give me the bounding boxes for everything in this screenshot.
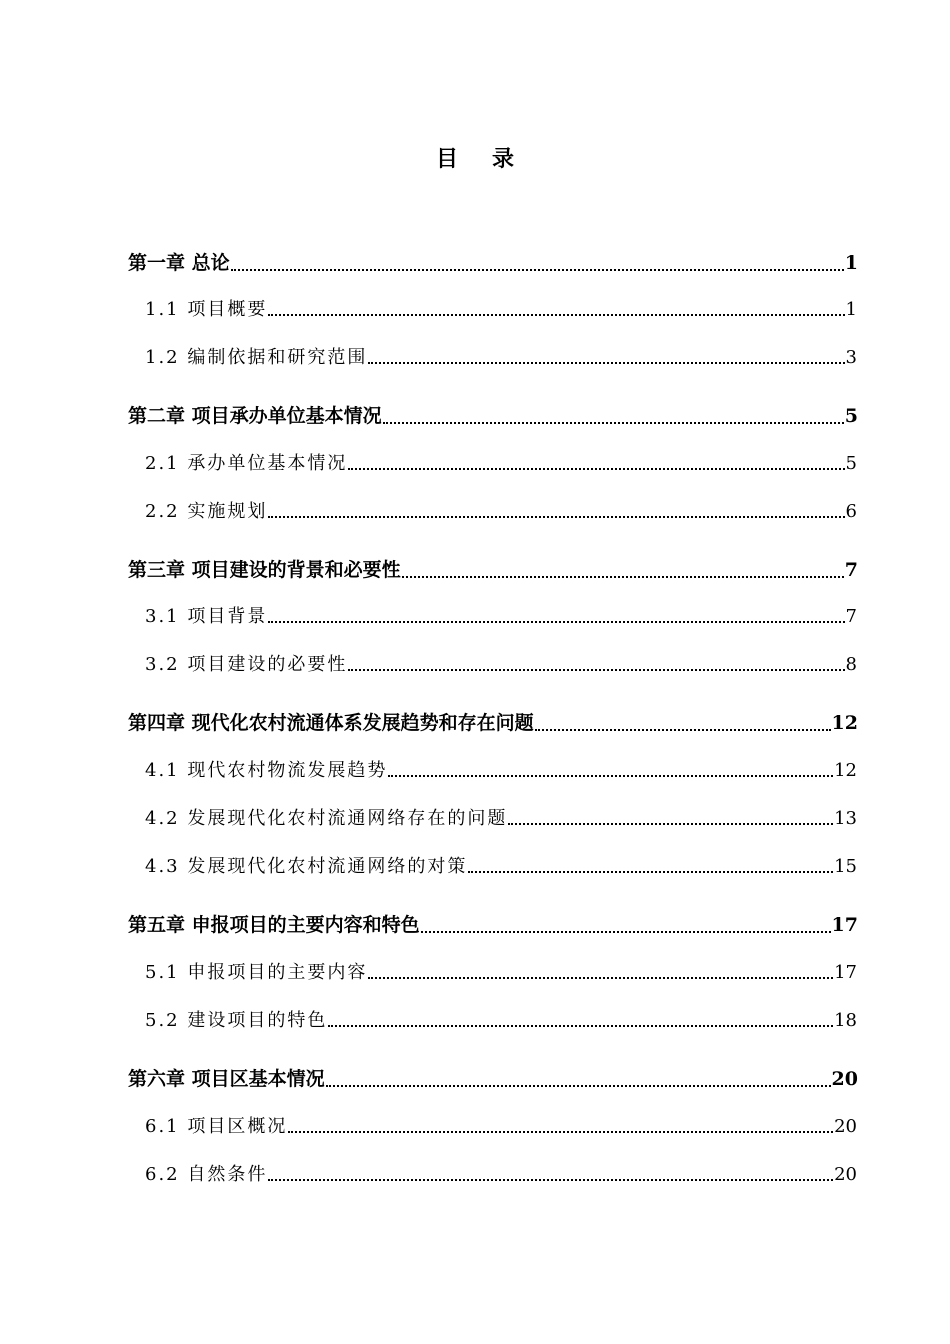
toc-section-1-2[interactable]: [145, 343, 857, 369]
toc-chapter-4[interactable]: [128, 708, 858, 735]
toc-page-number: 20: [831, 1068, 858, 1090]
toc-section-label: 4.2 发展现代化农村流通网络存在的问题: [145, 808, 508, 829]
toc-page-number: 3: [845, 347, 857, 368]
toc-section-label: 3.1 项目背景: [145, 606, 268, 627]
toc-section-5-1[interactable]: [145, 958, 857, 984]
toc-page-number: 5: [844, 405, 858, 427]
toc-page-number: 18: [834, 1010, 857, 1031]
dot-leader: [368, 977, 833, 979]
toc-chapter-2[interactable]: [128, 401, 858, 428]
title-char-1: 目: [435, 147, 458, 172]
dot-leader: [388, 775, 833, 777]
title-char-2: 录: [492, 147, 515, 172]
toc-section-label: 2.1 承办单位基本情况: [145, 453, 348, 474]
toc-section-3-2[interactable]: [145, 650, 857, 676]
dot-leader: [288, 1131, 833, 1133]
toc-section-2-1[interactable]: [145, 449, 857, 475]
toc-section-label: 3.2 项目建设的必要性: [145, 654, 348, 675]
toc-section-6-2[interactable]: [145, 1160, 857, 1186]
toc-section-label: 5.2 建设项目的特色: [145, 1010, 328, 1031]
toc-section-label: 1.2 编制依据和研究范围: [145, 347, 368, 368]
dot-leader: [268, 1179, 833, 1181]
dot-leader: [326, 1085, 831, 1087]
toc-page-number: 17: [831, 914, 858, 936]
toc-page-number: 1: [845, 299, 857, 320]
toc-chapter-5[interactable]: [128, 910, 858, 937]
toc-chapter-label: 第五章 申报项目的主要内容和特色: [128, 914, 420, 936]
toc-chapter-label: 第一章 总论: [128, 252, 230, 274]
dot-leader: [268, 516, 844, 518]
toc-section-3-1[interactable]: [145, 602, 857, 628]
toc-page-number: 17: [834, 962, 857, 983]
dot-leader: [328, 1025, 833, 1027]
dot-leader: [268, 314, 844, 316]
toc-section-5-2[interactable]: [145, 1006, 857, 1032]
toc-page-number: 6: [845, 501, 857, 522]
toc-section-4-2[interactable]: [145, 804, 857, 830]
toc-page-number: 12: [834, 760, 857, 781]
toc-chapter-label: 第四章 现代化农村流通体系发展趋势和存在问题: [128, 712, 534, 734]
toc-section-label: 6.1 项目区概况: [145, 1116, 288, 1137]
toc-section-4-1[interactable]: [145, 756, 857, 782]
toc-page-number: 5: [845, 453, 857, 474]
toc-section-6-1[interactable]: [145, 1112, 857, 1138]
toc-chapter-label: 第二章 项目承办单位基本情况: [128, 405, 382, 427]
dot-leader: [421, 931, 831, 933]
toc-section-4-3[interactable]: [145, 852, 857, 878]
toc-section-label: 1.1 项目概要: [145, 299, 268, 320]
toc-section-2-2[interactable]: [145, 497, 857, 523]
dot-leader: [468, 871, 833, 873]
toc-page-number: 1: [844, 252, 858, 274]
toc-page-number: 20: [834, 1164, 857, 1185]
toc-page-number: 12: [831, 712, 858, 734]
toc-page-number: 7: [844, 559, 858, 581]
toc-chapter-1[interactable]: [128, 248, 858, 275]
toc-chapter-6[interactable]: [128, 1064, 858, 1091]
dot-leader: [402, 576, 844, 578]
dot-leader: [383, 422, 844, 424]
toc-page-number: 8: [845, 654, 857, 675]
dot-leader: [368, 362, 844, 364]
toc-section-label: 4.3 发展现代化农村流通网络的对策: [145, 856, 468, 877]
dot-leader: [348, 669, 844, 671]
dot-leader: [508, 823, 833, 825]
toc-chapter-3[interactable]: [128, 555, 858, 582]
toc-chapter-label: 第三章 项目建设的背景和必要性: [128, 559, 401, 581]
toc-page-number: 7: [845, 606, 857, 627]
dot-leader: [231, 269, 844, 271]
dot-leader: [268, 621, 844, 623]
toc-section-label: 6.2 自然条件: [145, 1164, 268, 1185]
dot-leader: [535, 729, 831, 731]
dot-leader: [348, 468, 844, 470]
toc-section-label: 2.2 实施规划: [145, 501, 268, 522]
toc-section-label: 5.1 申报项目的主要内容: [145, 962, 368, 983]
toc-chapter-label: 第六章 项目区基本情况: [128, 1068, 325, 1090]
toc-page-number: 13: [834, 808, 857, 829]
toc-section-label: 4.1 现代农村物流发展趋势: [145, 760, 388, 781]
toc-page-number: 15: [834, 856, 857, 877]
toc-page-number: 20: [834, 1116, 857, 1137]
toc-section-1-1[interactable]: [145, 295, 857, 321]
